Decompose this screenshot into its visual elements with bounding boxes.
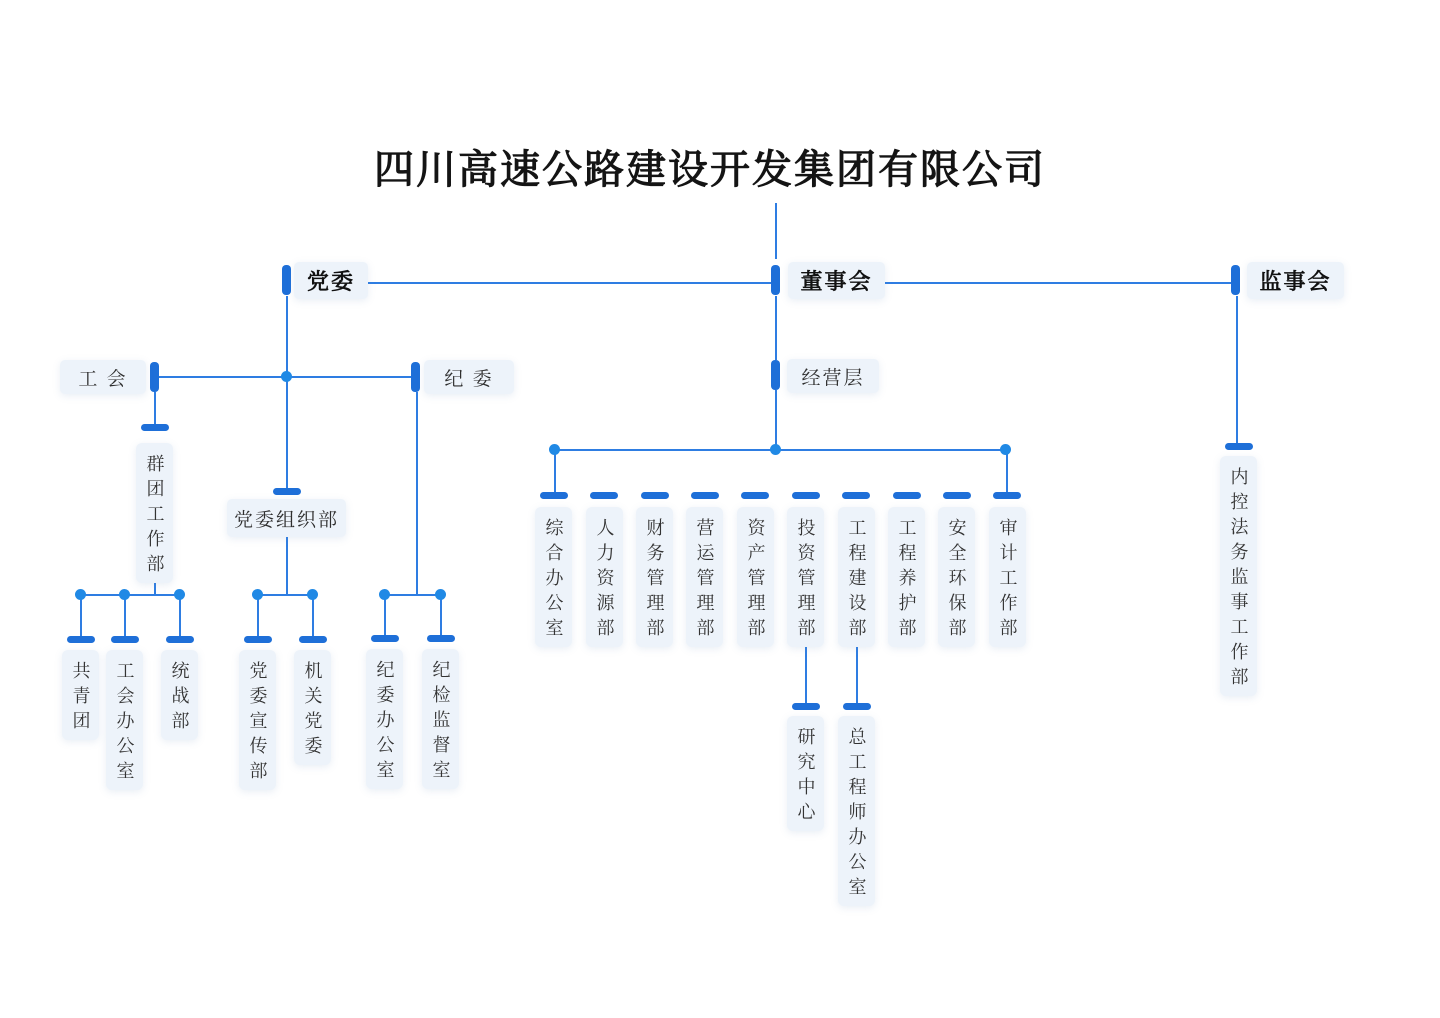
connector-disciplineoffice-up: [384, 595, 386, 635]
connector-discipline-down: [416, 392, 418, 595]
node-research-center: 研究中心: [787, 716, 824, 831]
bar-organ-party: [299, 636, 327, 643]
node-finance-dept: 财务管理部: [636, 507, 673, 647]
bar-audit: [993, 492, 1021, 499]
connector-partyorg-down: [286, 537, 288, 595]
junction-dot: [770, 444, 781, 455]
node-discipline-committee: 纪 委: [424, 360, 514, 394]
bar-party-org: [273, 488, 301, 495]
bar-youth-league: [67, 636, 95, 643]
junction-dot: [379, 589, 390, 600]
node-youth-league: 共青团: [62, 650, 99, 740]
node-safety-env-dept: 安全环保部: [938, 507, 975, 647]
connector-management-down: [775, 390, 777, 450]
connector-title-to-board: [775, 203, 777, 259]
node-maintenance-dept: 工程养护部: [888, 507, 925, 647]
junction-dot: [174, 589, 185, 600]
node-hr-dept: 人力资源部: [586, 507, 623, 647]
junction-dot: [307, 589, 318, 600]
bar-research: [792, 703, 820, 710]
bar-board: [771, 265, 780, 295]
bar-finance: [641, 492, 669, 499]
node-party-organization-dept: 党委组织部: [227, 499, 346, 537]
connector-publicity-up: [257, 595, 259, 636]
bar-supervisors: [1231, 265, 1240, 295]
connector-supervisors-down: [1236, 296, 1238, 443]
junction-dot: [75, 589, 86, 600]
node-asset-dept: 资产管理部: [737, 507, 774, 647]
bar-union-office: [111, 636, 139, 643]
node-labor-union: 工 会: [60, 360, 146, 394]
connector-youthleague-up: [80, 595, 82, 636]
node-board-of-directors: 董事会: [788, 262, 885, 299]
connector-organparty-up: [312, 595, 314, 636]
bar-discipline-office: [371, 635, 399, 642]
node-audit-dept: 审计工作部: [989, 507, 1026, 647]
connector-departments-h: [554, 449, 1008, 451]
node-internal-control-legal-supervision-dept: 内控法务监事工作部: [1220, 456, 1257, 696]
connector-group2-h: [257, 594, 314, 596]
bar-party-committee: [282, 265, 291, 295]
connector-party-down: [286, 296, 288, 489]
bar-union: [150, 362, 159, 392]
connector-union-down: [154, 392, 156, 425]
connector-construction-to-chiefengineer: [856, 641, 858, 703]
bar-mass-org: [141, 424, 169, 431]
node-chief-engineer-office: 总工程师办公室: [838, 716, 875, 906]
bar-maintenance: [893, 492, 921, 499]
company-title: 四川高速公路建设开发集团有限公司: [374, 148, 1046, 192]
connector-investment-to-research: [805, 641, 807, 703]
connector-board-to-management: [775, 296, 777, 360]
connector-group1-h: [80, 594, 181, 596]
bar-investment: [792, 492, 820, 499]
node-discipline-office: 纪委办公室: [366, 649, 403, 789]
node-union-office: 工会办公室: [106, 650, 143, 790]
node-general-office: 综合办公室: [535, 507, 572, 647]
connector-unitedfront-up: [179, 595, 181, 636]
node-operations-dept: 营运管理部: [686, 507, 723, 647]
junction-dot: [252, 589, 263, 600]
bar-publicity: [244, 636, 272, 643]
junction-dot: [281, 371, 292, 382]
junction-dot: [435, 589, 446, 600]
bar-internal-control: [1225, 443, 1253, 450]
node-board-of-supervisors: 监事会: [1247, 262, 1344, 299]
connector-party-to-board: [366, 282, 772, 284]
junction-dot: [1000, 444, 1011, 455]
bar-united-front: [166, 636, 194, 643]
connector-board-to-supervisors: [884, 282, 1232, 284]
node-management-level: 经营层: [787, 359, 879, 393]
node-party-committee: 党委: [294, 262, 368, 299]
node-party-publicity-dept: 党委宣传部: [239, 650, 276, 790]
node-united-front-dept: 统战部: [161, 650, 198, 740]
bar-construction: [842, 492, 870, 499]
bar-management: [771, 360, 780, 390]
node-construction-dept: 工程建设部: [838, 507, 875, 647]
bar-assets: [741, 492, 769, 499]
bar-safety: [943, 492, 971, 499]
node-organ-party-committee: 机关党委: [294, 650, 331, 765]
connector-disciplinesupervision-up: [440, 595, 442, 635]
connector-unionoffice-up: [124, 595, 126, 636]
connector-audit-up: [1006, 450, 1008, 492]
bar-discipline: [411, 362, 420, 392]
bar-hr: [590, 492, 618, 499]
node-discipline-supervision-office: 纪检监督室: [422, 649, 459, 789]
node-mass-org-work-dept: 群团工作部: [136, 443, 173, 583]
bar-operations: [691, 492, 719, 499]
node-investment-dept: 投资管理部: [787, 507, 824, 647]
connector-group3-h: [384, 594, 442, 596]
junction-dot: [119, 589, 130, 600]
bar-general-office: [540, 492, 568, 499]
bar-chief-engineer: [843, 703, 871, 710]
connector-generaloffice-up: [554, 450, 556, 492]
bar-discipline-supervision: [427, 635, 455, 642]
junction-dot: [549, 444, 560, 455]
